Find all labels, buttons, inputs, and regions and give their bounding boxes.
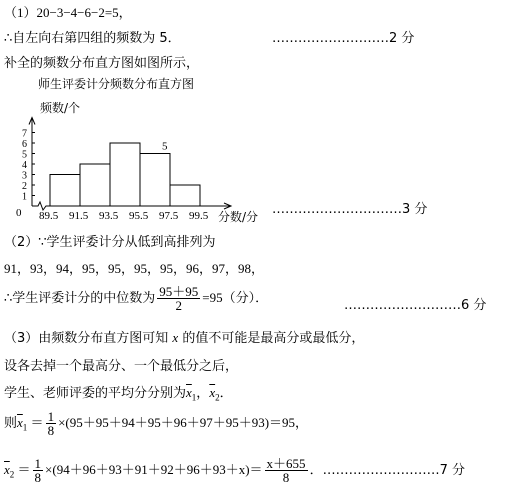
- line-10: 则$\overline{x}_1$ ＝ $\frac{1}{8}$ ×(95＋95＋94＋95＋96＋97＋95＋93)＝95，: [4, 409, 309, 438]
- y-tick-label: 2: [22, 181, 27, 192]
- line-7: （3）由频数分布直方图可知 x 的值不可能是最高分或最低分，: [4, 330, 365, 346]
- line-8: 设各去掉一个最高分、一个最低分之后，: [4, 359, 239, 374]
- line-3: 补全的频数分布直方图如图所示，: [4, 56, 200, 71]
- x-tick-label: 89.5: [39, 210, 59, 222]
- line-9: 学生、老师评委的平均分分别为$\overline{x}_1$，$\overline{x}_2$．: [4, 385, 233, 403]
- histogram-bar: [50, 175, 80, 207]
- x-tick-label: 95.5: [129, 210, 149, 222]
- chart-title: 师生评委计分频数分布直方图: [38, 77, 195, 91]
- median-fraction: $\frac{95+95}{2}$: [159, 284, 199, 313]
- y-tick-label: 5: [22, 149, 27, 161]
- line-6: ∴学生评委计分的中位数为 $\frac{95+95}{2}$ =95（分）．: [4, 284, 269, 313]
- y-tick-label: 7: [22, 128, 27, 140]
- y-axis-label: 频数/个: [40, 101, 81, 115]
- origin-label: 0: [16, 207, 22, 219]
- x-plus-655-fraction: $\frac{x+655}{8}$: [266, 456, 306, 485]
- one-eighth-fraction-2: $\frac{1}{8}$: [34, 456, 42, 485]
- y-tick-label: 3: [22, 170, 27, 182]
- one-eighth-fraction-1: $\frac{1}{8}$: [47, 409, 55, 438]
- y-tick-labels: [22, 129, 35, 203]
- y-tick-label: 6: [22, 139, 27, 150]
- histogram-bar: [80, 164, 110, 206]
- line-4: （2）∵学生评委计分从低到高排列为: [4, 235, 216, 250]
- histogram-bar: [140, 154, 170, 207]
- x-axis-label: 分数/分: [218, 210, 259, 224]
- chart-bars: [50, 141, 200, 207]
- line-3-score: …………………………3 分: [272, 202, 428, 217]
- line-2-score: ………………………2 分: [272, 31, 415, 46]
- y-tick-label: 1: [22, 191, 27, 203]
- line-1: （1）20−3−4−6−2=5，: [4, 5, 132, 20]
- frequency-histogram: [0, 70, 290, 230]
- y-tick-label: 4: [22, 160, 27, 171]
- histogram-bar: [110, 143, 140, 206]
- bar-value-label: 5: [162, 140, 168, 153]
- line-2: ∴自左向右第四组的频数为 5．: [4, 31, 181, 46]
- line-6-score: ………………………6 分: [344, 298, 487, 313]
- x-tick-label: 91.5: [69, 210, 89, 222]
- x-tick-label: 93.5: [99, 210, 119, 222]
- x-tick-labels: [39, 210, 209, 222]
- x-tick-label: 97.5: [159, 210, 179, 222]
- line-11: $\overline{x}_2$ ＝ $\frac{1}{8}$ ×(94＋96＋93＋91＋92＋96＋93＋x)＝ $\frac{x+655}{8}$ ．………………………7 分: [4, 456, 465, 485]
- histogram-bar: [170, 185, 200, 206]
- x-tick-label: 99.5: [189, 210, 209, 222]
- line-5: 91，93，94，95，95，95，95，96，97，98，: [4, 261, 265, 276]
